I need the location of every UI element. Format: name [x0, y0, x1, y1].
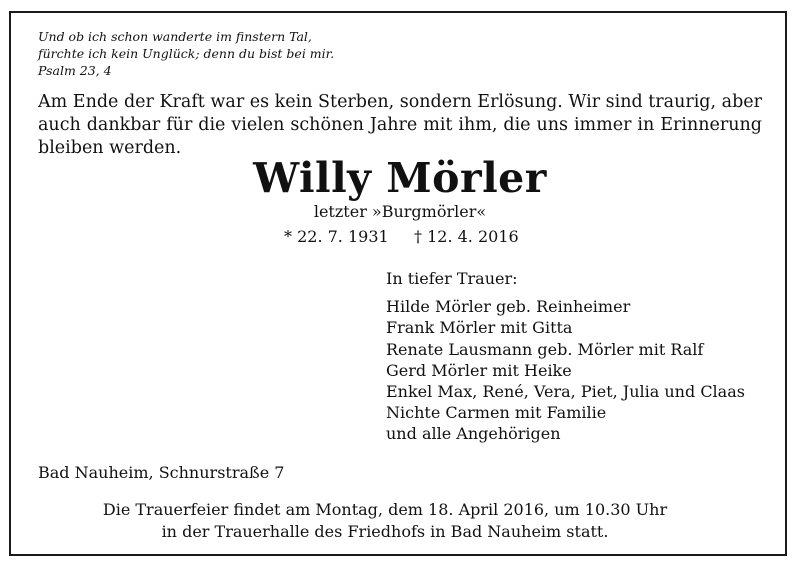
family-address: Bad Nauheim, Schnurstraße 7: [38, 463, 285, 482]
mourner-line: Hilde Mörler geb. Reinheimer: [386, 297, 631, 317]
mourner-line: Gerd Mörler mit Heike: [386, 360, 572, 380]
deceased-subtitle: letzter »Burgmörler«: [313, 202, 487, 221]
psalm-reference: Psalm 23, 4: [38, 63, 112, 78]
service-line: Die Trauerfeier findet am Montag, dem 18. April 2016, um 10.30 Uhr: [102, 500, 668, 519]
mourners-heading: In tiefer Trauer:: [386, 269, 518, 288]
funeral-service-info: [0, 499, 770, 543]
psalm-line: fürchte ich kein Unglück; denn du bist bei mir.: [38, 46, 335, 61]
death-date: † 12. 4. 2016: [414, 227, 519, 246]
mourner-line: und alle Angehörigen: [386, 424, 561, 444]
life-dates: [284, 227, 544, 247]
psalm-line: Und ob ich schon wanderte im finstern Tal,: [38, 29, 312, 44]
mourner-line: Renate Lausmann geb. Mörler mit Ralf: [386, 339, 704, 359]
mourners-block: [386, 268, 786, 445]
deceased-name: Willy Mörler: [253, 154, 547, 202]
birth-date: * 22. 7. 1931: [284, 227, 389, 246]
service-line: in der Trauerhalle des Friedhofs in Bad Nauheim statt.: [161, 522, 609, 541]
psalm-quote: [38, 28, 538, 79]
mourner-line: Frank Mörler mit Gitta: [386, 318, 573, 338]
intro-text: Am Ende der Kraft war es kein Sterben, sondern Erlösung. Wir sind traurig, aber auch dankbar für die vielen schönen Jahre mit ihm, die uns immer in Erinnerung bleiben werden.: [38, 92, 762, 158]
mourner-line: Enkel Max, René, Vera, Piet, Julia und Claas: [386, 382, 745, 402]
mourner-line: Nichte Carmen mit Familie: [386, 403, 607, 423]
